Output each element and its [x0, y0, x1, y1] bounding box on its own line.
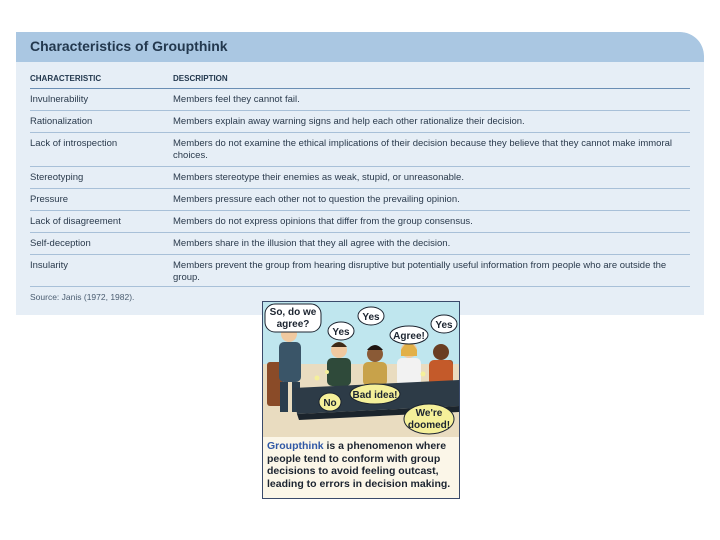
row-description: Members feel they cannot fail.	[173, 94, 300, 105]
groupthink-cartoon	[262, 301, 460, 499]
bubble-bad-idea	[350, 384, 400, 404]
cartoon-caption	[267, 440, 457, 490]
row-characteristic: Lack of disagreement	[30, 216, 121, 227]
row-characteristic: Lack of introspection	[30, 138, 118, 149]
bubble-leader	[265, 304, 321, 332]
table-row	[30, 167, 690, 189]
table-source-note: Source: Janis (1972, 1982).	[30, 292, 135, 302]
bubble-doomed	[404, 404, 454, 434]
bubble-agree	[390, 326, 428, 344]
row-description: Members do not examine the ethical implications of their decision because they believe that they cannot make immoral choices.	[173, 138, 673, 161]
row-characteristic: Rationalization	[30, 116, 93, 127]
row-description: Members do not express opinions that differ from the group consensus.	[173, 216, 473, 227]
table-title: Characteristics of Groupthink	[30, 38, 228, 54]
bubble-doomed-line2: doomed!	[407, 420, 451, 431]
table-header-row	[30, 70, 690, 89]
table-row	[30, 211, 690, 233]
groupthink-table-card	[16, 32, 704, 315]
bubble-yes-3-text: Yes	[435, 320, 453, 331]
bubble-no	[319, 393, 341, 411]
column-header-description: DESCRIPTION	[173, 74, 228, 83]
table-row	[30, 255, 690, 287]
bubble-yes-3	[431, 315, 457, 333]
caption-text: is a phenomenon where people tend to conform with group decisions to avoid feeling outcast, leading to errors in decision making.	[267, 440, 451, 490]
row-characteristic: Pressure	[30, 194, 69, 205]
table-row	[30, 111, 690, 133]
bubble-leader-line1: So, do we	[269, 307, 317, 318]
row-characteristic: Stereotyping	[30, 172, 84, 183]
bubble-bad-idea-text: Bad idea!	[352, 390, 398, 401]
table-row	[30, 233, 690, 255]
row-characteristic: Invulnerability	[30, 94, 89, 105]
bubble-yes-2-text: Yes	[362, 312, 380, 323]
bubble-yes-1	[328, 322, 354, 340]
row-description: Members share in the illusion that they all agree with the decision.	[173, 238, 451, 249]
bubble-agree-text: Agree!	[393, 331, 425, 342]
row-description: Members prevent the group from hearing disruptive but potentially useful information from people who are outside the group.	[173, 260, 667, 283]
row-characteristic: Insularity	[30, 260, 69, 271]
table-row	[30, 189, 690, 211]
row-description: Members explain away warning signs and help each other rationalize their decision.	[173, 116, 525, 127]
meeting-illustration	[263, 302, 459, 437]
bubble-no-text: No	[323, 398, 337, 409]
row-description: Members pressure each other not to question the prevailing opinion.	[173, 194, 460, 205]
bubble-leader-line2: agree?	[276, 319, 310, 330]
bubble-doomed-line1: We're	[415, 408, 443, 419]
bubble-yes-2	[358, 307, 384, 325]
column-header-characteristic: CHARACTERISTIC	[30, 74, 102, 83]
caption-keyword: Groupthink	[267, 440, 324, 452]
bubble-yes-1-text: Yes	[332, 327, 350, 338]
table-row	[30, 133, 690, 167]
row-description: Members stereotype their enemies as weak, stupid, or unreasonable.	[173, 172, 464, 183]
table-row	[30, 89, 690, 111]
row-characteristic: Self-deception	[30, 238, 91, 249]
